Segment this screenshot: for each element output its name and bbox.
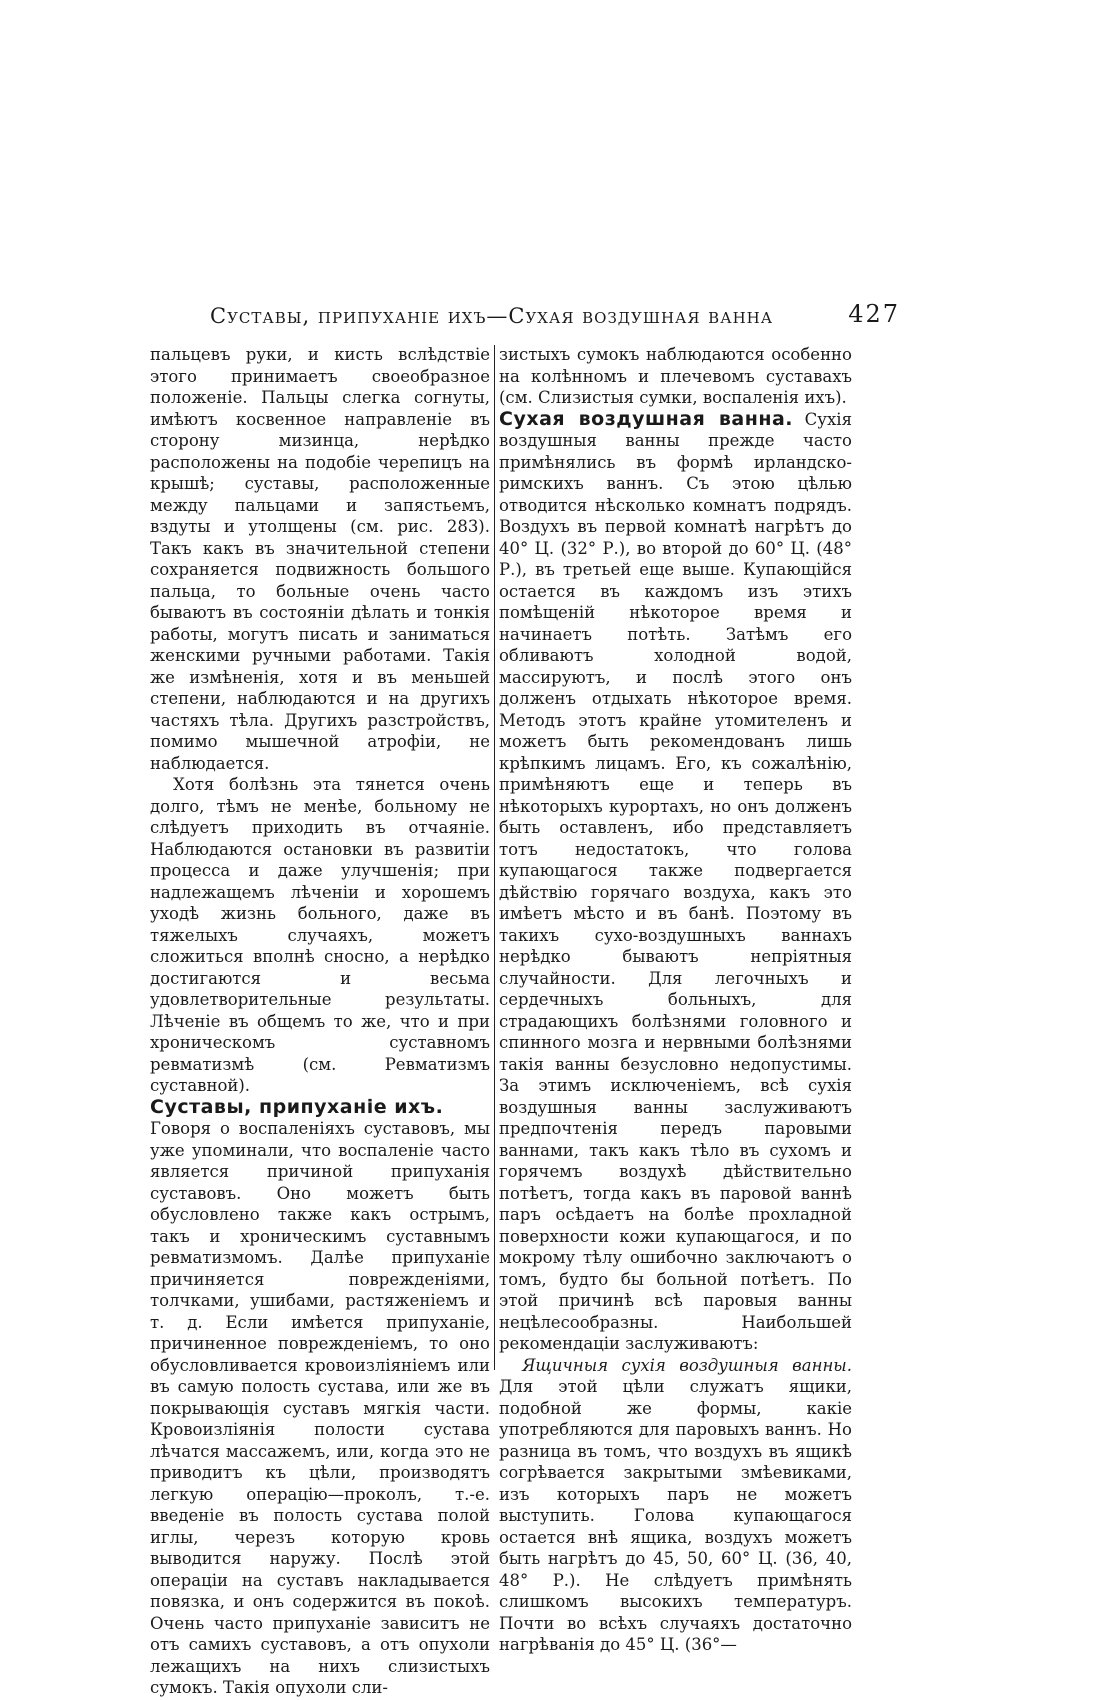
paragraph-body: Для этой цѣли служатъ ящики, подобной же формы, какіе употребляются для паровыхъ ваннъ. Но разница въ томъ, что воздухъ въ ящикѣ согрѣвается закрытыми змѣевиками, изъ которыхъ паръ не можетъ выступить. Голова купающагося остается внѣ ящика, воздухъ можетъ быть нагрѣтъ до 45, 50, 60° Ц. (36, 40, 48° Р.). Не слѣдуетъ примѣнять слишкомъ высокихъ температуръ. Почти во всѣхъ случаяхъ достаточно нагрѣванія до 45° Ц. (36°— [499, 1377, 852, 1654]
running-title: Суставы, припуханіе ихъ—Сухая воздушная ванна [210, 304, 774, 328]
left-column [150, 344, 490, 1699]
section-heading: Сухая воздушная ванна. [499, 407, 793, 430]
subsection-heading: Ящичныя сухія воздушныя ванны. [522, 1355, 852, 1375]
running-head [210, 300, 900, 334]
paragraph-body: Сухія воздушныя ванны прежде часто примѣнялись въ формѣ ирландско-римскихъ ваннъ. Съ этою цѣлью отводится нѣсколько комнатъ подрядъ. Воздухъ въ первой комнатѣ нагрѣтъ до 40° Ц. (32° Р.), во второй до 60° Ц. (48° Р.), въ третьей еще выше. Купающійся остается въ каждомъ изъ этихъ помѣщеній нѣкоторое время и начинаетъ потѣть. Затѣмъ его обливаютъ холодной водой, массируютъ, и послѣ этого онъ долженъ отдыхать нѣкоторое время. Методъ этотъ крайне утомителенъ и можетъ быть рекомендованъ лишь крѣпкимъ лицамъ. Его, къ сожалѣнію, примѣняютъ еще и теперь въ нѣкоторыхъ курортахъ, но онъ долженъ быть оставленъ, ибо представляетъ тотъ недостатокъ, что голова купающагося также подвергается дѣйствію горячаго воздуха, какъ это имѣетъ мѣсто и въ банѣ. Поэтому въ такихъ сухо-воздушныхъ ваннахъ нерѣдко бываютъ непріятныя случайности. Для легочныхъ и сердечныхъ больныхъ, для страдающихъ болѣзнями головного и спинного мозга и нервными болѣзнями такія ванны безусловно недопустимы. За этимъ исключеніемъ, всѣ сухія воздушныя ванны заслуживаютъ предпочтенія передъ паровыми ваннами, такъ какъ тѣло въ сухомъ и горячемъ воздухѣ дѣйствительно потѣетъ, тогда какъ въ паровой ваннѣ паръ осѣдаетъ на болѣе прохладной поверхности кожи купающагося, и по мокрому тѣлу ошибочно заключаютъ о томъ, будто бы больной потѣетъ. По этой причинѣ всѣ паровыя ванны нецѣлесообразны. Наибольшей рекомендаціи заслуживаютъ: [499, 409, 852, 1353]
paragraph: Хотя болѣзнь эта тянется очень долго, тѣмъ не менѣе, больному не слѣдуетъ приходить въ отчаяніе. Наблюдаются остановки въ развитіи процесса и даже улучшенія; при надлежащемъ лѣченіи и хорошемъ уходѣ жизнь больного, даже въ тяжелыхъ случаяхъ, можетъ сложиться вполнѣ сносно, а нерѣдко достигаются и весьма удовлетворительные результаты. Лѣченіе въ общемъ то же, что и при хроническомъ суставномъ ревматизмѣ (см. Ревматизмъ суставной). [150, 775, 490, 1095]
paragraph: пальцевъ руки, и кисть вслѣдствіе этого принимаетъ своеобразное положеніе. Пальцы слегка согнуты, имѣютъ косвенное направленіе въ сторону мизинца, нерѣдко расположены на подобіе черепицъ на крышѣ; суставы, расположенные между пальцами и запястьемъ, вздуты и утолщены (см. рис. 283). Такъ какъ въ значительной степени сохраняется подвижность большого пальца, то больные очень часто бываютъ въ состояніи дѣлать и тонкія работы, могутъ писать и заниматься женскими ручными работами. Такія же измѣненія, хотя и въ меньшей степени, наблюдаются и на другихъ частяхъ тѣла. Другихъ разстройствъ, помимо мышечной атрофіи, не наблюдается. [150, 345, 490, 773]
paragraph [499, 409, 852, 1355]
page-number: 427 [848, 300, 900, 328]
paragraph [499, 1355, 852, 1656]
section-heading: Суставы, припуханіе ихъ. [150, 1095, 444, 1118]
column-divider [494, 345, 495, 1370]
right-column [499, 344, 852, 1656]
paragraph: зистыхъ сумокъ наблюдаются особенно на колѣнномъ и плечевомъ суставахъ (см. Слизистыя сумки, воспаленія ихъ). [499, 345, 852, 407]
paragraph: Говоря о воспаленіяхъ суставовъ, мы уже упоминали, что воспаленіе часто является причиной припуханія суставовъ. Оно можетъ быть обусловлено также какъ острымъ, такъ и хроническимъ суставнымъ ревматизмомъ. Далѣе припуханіе причиняется поврежденіями, толчками, ушибами, растяженіемъ и т. д. Если имѣется припуханіе, причиненное поврежденіемъ, то оно обусловливается кровоизліяніемъ или въ самую полость сустава, или же въ покрывающія суставъ мягкія части. Кровоизліянія полости сустава лѣчатся массажемъ, или, когда это не приводитъ къ цѣли, производятъ легкую операцію—проколъ, т.-е. введеніе въ полость сустава полой иглы, черезъ которую кровь выводится наружу. Послѣ этой операціи на суставъ накладывается повязка, и онъ содержится въ покоѣ. Очень часто припуханіе зависитъ не отъ самихъ суставовъ, а отъ опухоли лежащихъ на нихъ слизистыхъ сумокъ. Такія опухоли сли- [150, 1119, 490, 1697]
